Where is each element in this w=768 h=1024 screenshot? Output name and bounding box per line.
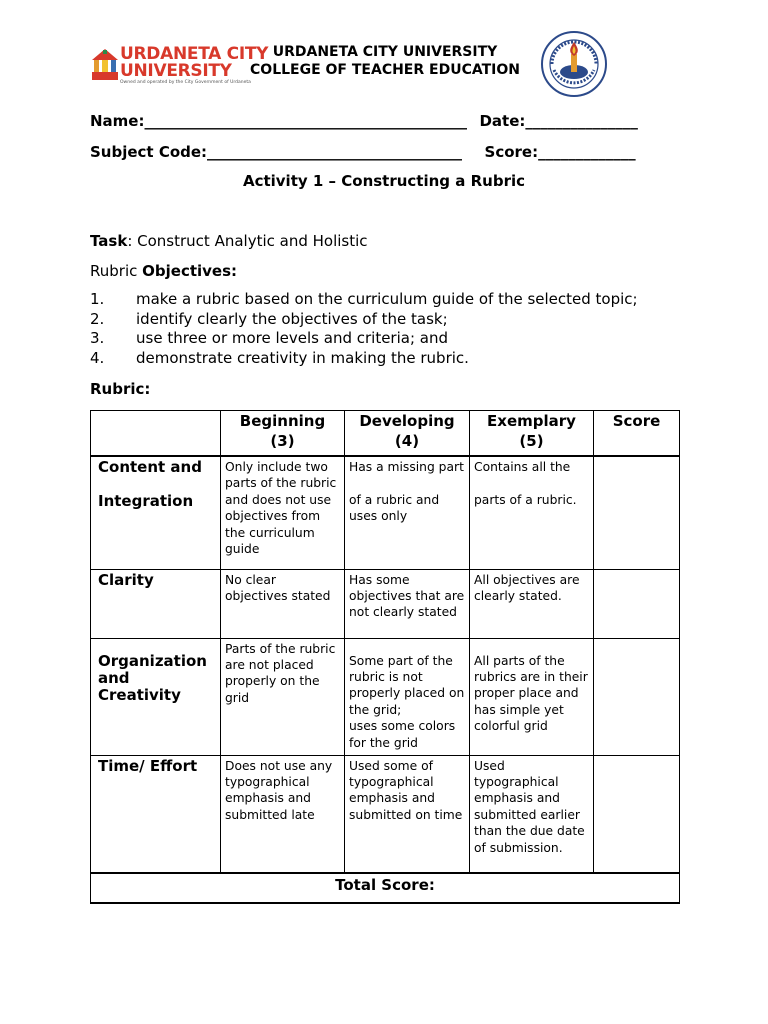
criterion-cell: Time/ Effort bbox=[91, 755, 221, 873]
header-exemplary bbox=[470, 411, 594, 457]
university-seal bbox=[540, 30, 608, 98]
task-label: Task bbox=[90, 232, 128, 250]
score-cell[interactable] bbox=[594, 755, 680, 873]
objective-text: make a rubric based on the curriculum guide of the selected topic; bbox=[136, 290, 638, 308]
header-developing-label: Developing bbox=[359, 412, 455, 430]
table-row bbox=[91, 456, 680, 569]
seal-torch-icon bbox=[540, 30, 608, 98]
objective-item bbox=[90, 310, 638, 330]
header-beginning-label: Beginning bbox=[239, 412, 326, 430]
score-cell[interactable] bbox=[594, 569, 680, 638]
logo-tagline: Owned and operated by the City Government of Urdaneta bbox=[120, 80, 251, 85]
total-score-row bbox=[91, 873, 680, 903]
objective-text: demonstrate creativity in making the rubric. bbox=[136, 349, 469, 368]
developing-cell: Some part of the rubric is not properly placed on the grid; uses some colors for the grid bbox=[345, 638, 470, 755]
beginning-cell: Only include two parts of the rubric and does not use objectives from the curriculum guide bbox=[221, 456, 345, 569]
name-field[interactable]: ___________________________________________ bbox=[144, 112, 467, 130]
total-score-cell[interactable]: Total Score: bbox=[91, 873, 680, 903]
criterion-cell: Organization and Creativity bbox=[91, 638, 221, 755]
score-field[interactable]: _____________ bbox=[538, 143, 636, 161]
table-row bbox=[91, 569, 680, 638]
subject-code-field[interactable]: __________________________________ bbox=[207, 143, 463, 161]
exemplary-cell: All objectives are clearly stated. bbox=[470, 569, 594, 638]
college-name: COLLEGE OF TEACHER EDUCATION bbox=[250, 62, 520, 78]
logo-line-2: UNIVERSITY bbox=[120, 61, 232, 81]
activity-title: Activity 1 – Constructing a Rubric bbox=[242, 172, 526, 190]
university-name: URDANETA CITY UNIVERSITY bbox=[272, 44, 498, 60]
header-score-label: Score bbox=[612, 412, 661, 430]
table-header-row bbox=[91, 411, 680, 457]
developing-cell: Has some objectives that are not clearly stated bbox=[345, 569, 470, 638]
header-beginning-points: (3) bbox=[270, 432, 295, 450]
objectives-list bbox=[90, 290, 638, 369]
score-cell[interactable] bbox=[594, 456, 680, 569]
objective-item bbox=[90, 329, 638, 349]
table-row bbox=[91, 755, 680, 873]
date-label: Date: bbox=[479, 112, 526, 130]
logo-line-1: URDANETA CITY bbox=[120, 44, 269, 64]
developing-cell: Used some of typographical emphasis and submitted on time bbox=[345, 755, 470, 873]
score-cell[interactable] bbox=[594, 638, 680, 755]
header-developing-points: (4) bbox=[394, 432, 420, 450]
rubric-table bbox=[90, 410, 680, 904]
objectives-heading bbox=[90, 262, 237, 280]
objective-number: 1. bbox=[90, 290, 105, 308]
name-row bbox=[90, 112, 638, 130]
objective-text: identify clearly the objectives of the task; bbox=[136, 309, 448, 328]
task-text: : Construct Analytic and Holistic bbox=[127, 232, 368, 250]
beginning-cell: Does not use any typographical emphasis and submitted late bbox=[221, 755, 345, 873]
objective-number: 3. bbox=[90, 329, 105, 348]
exemplary-cell: All parts of the rubrics are in their proper place and has simple yet colorful grid bbox=[470, 638, 594, 755]
header-exemplary-points: (5) bbox=[519, 432, 544, 450]
objective-item bbox=[90, 349, 638, 369]
header-score bbox=[594, 411, 680, 457]
criterion-cell: Content and Integration bbox=[91, 456, 221, 569]
objectives-prefix: Rubric bbox=[90, 262, 143, 280]
name-label: Name: bbox=[90, 112, 145, 130]
task-line bbox=[90, 232, 368, 250]
criterion-cell: Clarity bbox=[91, 569, 221, 638]
university-logo bbox=[90, 44, 269, 85]
exemplary-cell: Used typographical emphasis and submitted earlier than the due date of submission. bbox=[470, 755, 594, 873]
objectives-label: Objectives: bbox=[142, 262, 238, 280]
subject-code-label: Subject Code: bbox=[90, 143, 208, 161]
header-beginning bbox=[221, 411, 345, 457]
rubric-label: Rubric: bbox=[90, 380, 151, 398]
score-label: Score: bbox=[484, 143, 539, 161]
university-building-icon bbox=[90, 46, 120, 82]
university-heading bbox=[230, 43, 540, 79]
beginning-cell: Parts of the rubric are not placed properly on the grid bbox=[221, 638, 345, 755]
objective-text: use three or more levels and criteria; and bbox=[136, 329, 449, 348]
table-row bbox=[91, 638, 680, 755]
beginning-cell: No clear objectives stated bbox=[221, 569, 345, 638]
date-field[interactable]: _______________ bbox=[525, 112, 638, 130]
objective-number: 4. bbox=[90, 349, 105, 368]
developing-cell: Has a missing part of a rubric and uses only bbox=[345, 456, 470, 569]
objective-item bbox=[90, 290, 638, 310]
objective-number: 2. bbox=[90, 309, 105, 328]
exemplary-cell: Contains all the parts of a rubric. bbox=[470, 456, 594, 569]
header-developing bbox=[345, 411, 470, 457]
header-exemplary-label: Exemplary bbox=[487, 412, 576, 430]
header-criteria-cell bbox=[91, 411, 221, 457]
subject-row bbox=[90, 143, 636, 161]
